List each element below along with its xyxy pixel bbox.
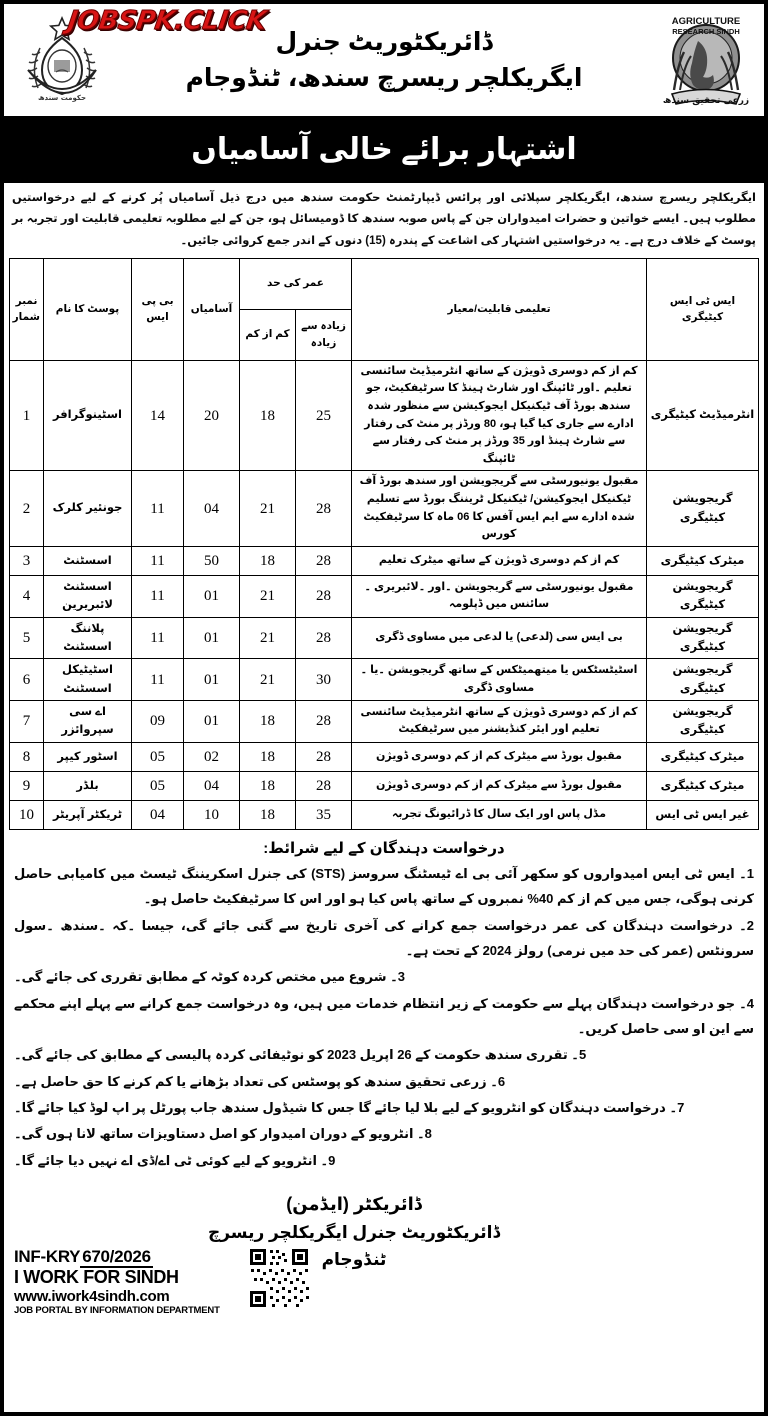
cell-serial-number: 1 <box>10 360 44 471</box>
cell-qualification: اسٹیٹسٹکس یا میتھمیٹکس کے ساتھ گریجویشن ۔یا ۔مساوی ڈگری <box>352 659 647 701</box>
cell-serial-number: 9 <box>10 771 44 800</box>
col-header-age-min: کم از کم <box>240 309 296 360</box>
cell-bps: 05 <box>132 771 184 800</box>
cell-sts-category: گریجویشن کیٹیگری <box>647 701 759 743</box>
condition-item-5: 5۔ تقرری سندھ حکومت کے 26 اپریل 2023 کو نوٹیفائی کردہ پالیسی کے مطابق کی جائے گی۔ <box>14 1047 587 1063</box>
cell-post-name: بلڈر <box>44 771 132 800</box>
cell-age-min: 18 <box>240 360 296 471</box>
cell-age-max: 28 <box>296 701 352 743</box>
cell-vacancies: 50 <box>184 546 240 575</box>
cell-vacancies: 01 <box>184 575 240 617</box>
cell-age-max: 30 <box>296 659 352 701</box>
condition-item-8: 8۔ انٹرویو کے دوران امیدوار کو اصل دستاویزات ساتھ لانا ہوں گی۔ <box>14 1126 432 1142</box>
col-header-age-max: زیادہ سے زیادہ <box>296 309 352 360</box>
cell-qualification: مقبول یونیورسٹی سے گریجویشن اور سندھ بورڈ آف ٹیکنیکل ایجوکیشن/ ٹیکنیکل ٹریننگ بورڈ سے تسلیم شدہ ادارے سے ایم ایس آفس کا 06 ماہ کا سرٹیفکیٹ کورس <box>352 471 647 546</box>
cell-bps: 11 <box>132 471 184 546</box>
cell-post-name: اسسٹنٹ <box>44 546 132 575</box>
cell-serial-number: 3 <box>10 546 44 575</box>
inf-code-label: INF-KRY <box>14 1246 81 1266</box>
footer <box>4 1190 764 1318</box>
cell-bps: 11 <box>132 546 184 575</box>
svg-text:RESEARCH SINDH: RESEARCH SINDH <box>672 27 740 36</box>
site-watermark: JOBSPK.CLICK <box>65 6 269 36</box>
condition-item-2: 2۔ درخواست دہندگان کی عمر درخواست جمع کرانے کی آخری تاریخ سے گنی جائے گی، جیسا ۔کہ ۔سندھ ۔سول سرونٹس (عمر کی حد میں نرمی) رولز 2024 کے تحت ہے۔ <box>14 917 754 958</box>
cell-age-max: 28 <box>296 575 352 617</box>
cell-vacancies: 01 <box>184 659 240 701</box>
cell-age-max: 25 <box>296 360 352 471</box>
agriculture-research-sindh-logo-icon <box>654 8 758 112</box>
portal-subtitle: JOB PORTAL BY INFORMATION DEPARTMENT <box>14 1304 220 1316</box>
cell-age-max: 28 <box>296 546 352 575</box>
cell-serial-number: 8 <box>10 742 44 771</box>
cell-age-max: 35 <box>296 800 352 829</box>
col-header-bps: بی پی ایس <box>132 258 184 360</box>
table-row <box>10 546 759 575</box>
page-title-line-1: ڈائریکٹوریٹ جنرل <box>275 27 493 56</box>
condition-item-6: 6۔ زرعی تحقیق سندھ کو پوسٹس کی تعداد بڑھانے یا کم کرنے کا حق حاصل ہے۔ <box>14 1073 506 1089</box>
cell-age-max: 28 <box>296 471 352 546</box>
cell-sts-category: میٹرک کیٹیگری <box>647 742 759 771</box>
signature-office: ڈائریکٹوریٹ جنرل ایگریکلچر ریسرچ <box>207 1222 501 1242</box>
col-header-post-name: پوسٹ کا نام <box>44 258 132 360</box>
table-row <box>10 575 759 617</box>
inf-portal-box <box>10 1245 312 1318</box>
condition-item-3: 3۔ شروع میں مختص کردہ کوٹہ کے مطابق تقرری کی جائے گی۔ <box>14 969 405 985</box>
conditions-title: درخواست دہندگان کے لیے شرائط: <box>263 839 505 857</box>
cell-bps: 11 <box>132 659 184 701</box>
condition-item-7: 7۔ درخواست دہندگان کو انٹرویو کے لیے بلا لیا جائے گا جس کا شیڈول سندھ جاب پورٹل پر اپ لوڈ کیا جائے گا۔ <box>14 1099 685 1115</box>
portal-title: I WORK FOR SINDH <box>14 1266 179 1287</box>
svg-text:حکومت سندھ: حکومت سندھ <box>37 94 87 102</box>
cell-serial-number: 4 <box>10 575 44 617</box>
conditions-section <box>4 833 764 1176</box>
condition-item-9: 9۔ انٹرویو کے لیے کوئی ٹی اے/ڈی اے نہیں دیا جائے گا۔ <box>14 1152 336 1168</box>
portal-url[interactable]: www.iwork4sindh.com <box>14 1287 170 1305</box>
intro-paragraph: ایگریکلچر ریسرچ سندھ، ایگریکلچر سپلائی اور پرائس ڈیپارٹمنٹ حکومت سندھ میں درج ذیل آسامیاں پُر کرنے کے لیے درخواستیں مطلوب ہیں۔ ایسے خواتین و حضرات امیدواران جن کے پاس صوبہ سندھ کا ڈومیسائل ہو، جن کے لیے مطلوبہ تعلیمی قابلیت اور تجربہ بر پوسٹ کے خلاف درج ہے۔ یہ درخواستیں اشتہار کی اشاعت کے پندرہ (15) دنوں کے اندر جمع کروائی جائیں۔ <box>12 192 756 247</box>
advertisement-banner-heading: اشتہار برائے خالی آسامیاں <box>4 118 764 183</box>
condition-item-4: 4۔ جو درخواست دہندگان پہلے سے حکومت کے زیر انتظام خدمات میں ہیں، وہ درخواست جمع کرانے سے پہلے اپنے محکمے سے این او سی حاصل کریں۔ <box>14 995 754 1036</box>
cell-age-min: 21 <box>240 659 296 701</box>
signature-location: ٹنڈوجام <box>321 1249 387 1269</box>
cell-vacancies: 01 <box>184 617 240 659</box>
inf-code-number: 670/2026 <box>82 1246 151 1266</box>
cell-age-min: 18 <box>240 546 296 575</box>
col-header-qualification: تعلیمی قابلیت/معیار <box>352 258 647 360</box>
table-row <box>10 742 759 771</box>
cell-age-min: 21 <box>240 575 296 617</box>
cell-serial-number: 2 <box>10 471 44 546</box>
cell-bps: 11 <box>132 617 184 659</box>
cell-post-name: اسٹور کیپر <box>44 742 132 771</box>
cell-qualification: مڈل پاس اور ایک سال کا ڈرائیونگ تجربہ <box>352 800 647 829</box>
col-header-age-group: عمر کی حد <box>240 258 352 309</box>
cell-age-min: 18 <box>240 742 296 771</box>
col-header-vacancies: آسامیاں <box>184 258 240 360</box>
cell-post-name: ٹریکٹر آپریٹر <box>44 800 132 829</box>
table-header-row-1 <box>10 258 759 309</box>
cell-serial-number: 7 <box>10 701 44 743</box>
cell-age-min: 18 <box>240 771 296 800</box>
table-row <box>10 360 759 471</box>
cell-bps: 11 <box>132 575 184 617</box>
cell-serial-number: 10 <box>10 800 44 829</box>
masthead <box>4 4 764 118</box>
cell-post-name: اسسٹنٹ لائبریرین <box>44 575 132 617</box>
cell-serial-number: 6 <box>10 659 44 701</box>
cell-age-max: 28 <box>296 617 352 659</box>
cell-sts-category: گریجویشن کیٹیگری <box>647 471 759 546</box>
cell-age-max: 28 <box>296 742 352 771</box>
signature-designation: ڈائریکٹر (ایڈمن) <box>286 1193 422 1214</box>
cell-serial-number: 5 <box>10 617 44 659</box>
cell-qualification: کم از کم دوسری ڈویژن کے ساتھ انٹرمیڈیٹ سائنسی تعلیم اور ایئر کنڈیشنر میں سرٹیفکیٹ <box>352 701 647 743</box>
table-row <box>10 701 759 743</box>
cell-sts-category: گریجویشن کیٹیگری <box>647 659 759 701</box>
cell-age-max: 28 <box>296 771 352 800</box>
cell-post-name: جونئیر کلرک <box>44 471 132 546</box>
table-row <box>10 617 759 659</box>
cell-bps: 04 <box>132 800 184 829</box>
cell-qualification: بی ایس سی (لدعی) یا لدعی میں مساوی ڈگری <box>352 617 647 659</box>
cell-bps: 09 <box>132 701 184 743</box>
svg-text:AGRICULTURE: AGRICULTURE <box>671 16 741 27</box>
cell-qualification: کم از کم دوسری ڈویژن کے ساتھ میٹرک تعلیم <box>352 546 647 575</box>
cell-post-name: اسٹینوگرافر <box>44 360 132 471</box>
cell-age-min: 18 <box>240 701 296 743</box>
qr-code-icon[interactable] <box>248 1247 310 1309</box>
cell-bps: 05 <box>132 742 184 771</box>
cell-sts-category: گریجویشن کیٹیگری <box>647 617 759 659</box>
cell-sts-category: غیر ایس ٹی ایس <box>647 800 759 829</box>
cell-post-name: پلاننگ اسسٹنٹ <box>44 617 132 659</box>
cell-qualification: کم از کم دوسری ڈویژن کے ساتھ انٹرمیڈیٹ سائنسی تعلیم ۔اور ٹائپنگ اور شارٹ ہینڈ کا سرٹیفکیٹ، جو سندھ بورڈ آف ٹیکنیکل ایجوکیشن سے منظور شدہ ادارے سے جاری کیا گیا ہو، 80 ورڈز پر منٹ کی رفتار سے شارٹ ہینڈ اور 35 ورڈز پر منٹ کی رفتار سے ٹائپنگ <box>352 360 647 471</box>
cell-post-name: اسٹیٹیکل اسسٹنٹ <box>44 659 132 701</box>
vacancies-table <box>9 258 759 830</box>
col-header-sts-category: ایس ٹی ایس کیٹیگری <box>647 258 759 360</box>
inf-code-line <box>14 1247 244 1267</box>
cell-qualification: مقبول بورڈ سے میٹرک کم از کم دوسری ڈویژن <box>352 742 647 771</box>
cell-age-min: 18 <box>240 800 296 829</box>
table-row <box>10 471 759 546</box>
cell-sts-category: انٹرمیڈیٹ کیٹیگری <box>647 360 759 471</box>
cell-vacancies: 01 <box>184 701 240 743</box>
cell-qualification: مقبول بورڈ سے میٹرک کم از کم دوسری ڈویژن <box>352 771 647 800</box>
table-row <box>10 771 759 800</box>
cell-qualification: مقبول یونیورسٹی سے گریجویشن ۔اور ۔لائبریری ۔سائنس میں ڈپلومہ <box>352 575 647 617</box>
cell-bps: 14 <box>132 360 184 471</box>
cell-age-min: 21 <box>240 617 296 659</box>
table-row <box>10 659 759 701</box>
page-title-line-2: ایگریکلچر ریسرچ سندھ، ٹنڈوجام <box>185 64 583 92</box>
cell-vacancies: 02 <box>184 742 240 771</box>
cell-vacancies: 04 <box>184 771 240 800</box>
col-header-serial-number: نمبر شمار <box>10 258 44 360</box>
cell-sts-category: میٹرک کیٹیگری <box>647 546 759 575</box>
cell-sts-category: گریجویشن کیٹیگری <box>647 575 759 617</box>
cell-vacancies: 04 <box>184 471 240 546</box>
inf-portal-texts <box>14 1247 244 1316</box>
cell-vacancies: 20 <box>184 360 240 471</box>
cell-age-min: 21 <box>240 471 296 546</box>
condition-item-1: 1۔ ایس ٹی ایس امیدواروں کو سکھر آئی بی اے ٹیسٹنگ سروسز (STS) کی جنرل اسکریننگ ٹیسٹ میں کامیابی حاصل کرنی ہوگی، جس میں کم از کم 40% نمبروں کے ساتھ پاس کیا ہو اور اس کا سرٹیفکیٹ حاصل ہو۔ <box>14 865 754 907</box>
cell-vacancies: 10 <box>184 800 240 829</box>
cell-post-name: اے سی سپروائزر <box>44 701 132 743</box>
svg-text:زرعی تحقیق سندھ: زرعی تحقیق سندھ <box>662 96 750 106</box>
table-row <box>10 800 759 829</box>
cell-sts-category: میٹرک کیٹیگری <box>647 771 759 800</box>
